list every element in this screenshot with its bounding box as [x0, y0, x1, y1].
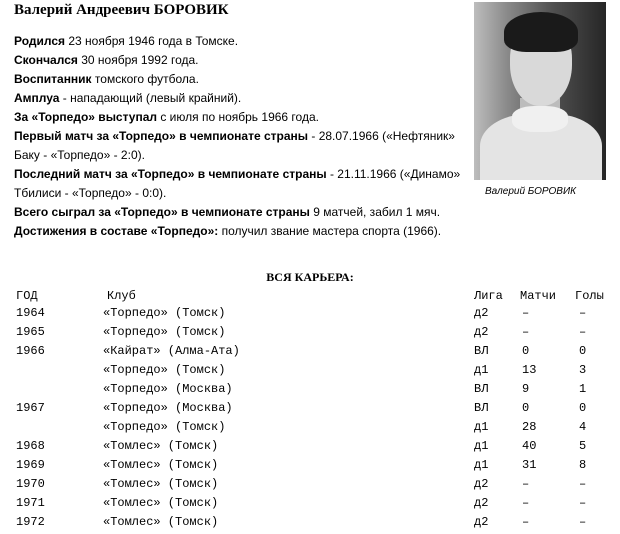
cell-club: «Томлес» (Томск)	[103, 496, 219, 510]
bio-position	[14, 89, 464, 108]
table-row	[0, 515, 620, 534]
table-row	[0, 420, 620, 439]
header-club: Клуб	[107, 289, 136, 303]
cell-year: 1967	[16, 401, 45, 415]
bio-label: Всего сыграл за «Торпедо» в чемпионате страны	[14, 205, 310, 219]
cell-year: 1964	[16, 306, 45, 320]
bio-text: получил звание мастера спорта (1966).	[218, 224, 442, 238]
table-row	[0, 401, 620, 420]
bio-last-match	[14, 165, 464, 203]
cell-club: «Томлес» (Томск)	[103, 477, 219, 491]
cell-matches: –	[522, 515, 530, 529]
bio-youth	[14, 70, 464, 89]
bio-label: Воспитанник	[14, 72, 92, 86]
cell-club: «Торпедо» (Томск)	[103, 306, 226, 320]
cell-year: 1970	[16, 477, 45, 491]
bio-text: 30 ноября 1992 года.	[77, 53, 199, 67]
career-table	[0, 306, 620, 534]
career-table-header	[0, 289, 620, 307]
cell-league: д1	[474, 420, 489, 434]
cell-matches: –	[522, 496, 530, 510]
bio-label: Последний матч за «Торпедо» в чемпионате страны	[14, 167, 327, 181]
cell-matches: 0	[522, 344, 530, 358]
table-row	[0, 439, 620, 458]
career-title: ВСЯ КАРЬЕРА:	[266, 270, 354, 284]
player-photo	[474, 2, 606, 180]
cell-matches: –	[522, 306, 530, 320]
table-row	[0, 458, 620, 477]
cell-league: д1	[474, 363, 489, 377]
table-row	[0, 382, 620, 401]
cell-goals: –	[579, 496, 587, 510]
bio-text: - 28.07.1966 («Нефтяник» Баку - «Торпедо» - 2:0).	[14, 129, 455, 162]
cell-matches: 40	[522, 439, 537, 453]
cell-club: «Томлес» (Томск)	[103, 458, 219, 472]
bio-label: Родился	[14, 34, 66, 48]
cell-league: д2	[474, 325, 489, 339]
cell-goals: 0	[579, 401, 587, 415]
photo-caption: Валерий БОРОВИК	[485, 186, 577, 197]
cell-league: ВЛ	[474, 382, 489, 396]
table-row	[0, 325, 620, 344]
cell-league: ВЛ	[474, 401, 489, 415]
cell-goals: –	[579, 477, 587, 491]
bio-death	[14, 51, 464, 70]
cell-goals: 0	[579, 344, 587, 358]
cell-goals: –	[579, 325, 587, 339]
bio-label: Достижения в составе «Торпедо»:	[14, 224, 219, 238]
cell-year: 1972	[16, 515, 45, 529]
cell-club: «Торпедо» (Москва)	[103, 401, 233, 415]
cell-goals: 4	[579, 420, 587, 434]
bio-text: 23 ноября 1946 года в Томске.	[65, 34, 239, 48]
cell-matches: –	[522, 477, 530, 491]
header-league: Лига	[474, 289, 503, 303]
cell-year: 1966	[16, 344, 45, 358]
bio-achievements	[14, 222, 464, 241]
table-row	[0, 363, 620, 382]
header-year: ГОД	[16, 289, 38, 303]
bio-birth	[14, 32, 464, 51]
cell-goals: 1	[579, 382, 587, 396]
cell-league: д2	[474, 306, 489, 320]
bio-text: - 21.11.1966 («Динамо» Тбилиси - «Торпедо» - 0:0).	[14, 167, 461, 200]
bio-text: томского футбола.	[91, 72, 199, 86]
cell-goals: 3	[579, 363, 587, 377]
table-row	[0, 344, 620, 363]
cell-league: д1	[474, 439, 489, 453]
header-matches: Матчи	[520, 289, 557, 303]
bio-label: Амплуа	[14, 91, 60, 105]
cell-matches: 13	[522, 363, 537, 377]
biography	[14, 32, 464, 241]
cell-goals: 5	[579, 439, 587, 453]
cell-league: д2	[474, 477, 489, 491]
cell-matches: 9	[522, 382, 530, 396]
bio-first-match	[14, 127, 464, 165]
cell-club: «Кайрат» (Алма-Ата)	[103, 344, 240, 358]
cell-matches: 0	[522, 401, 530, 415]
cell-league: д1	[474, 458, 489, 472]
bio-label: За «Торпедо» выступал	[14, 110, 158, 124]
cell-year: 1971	[16, 496, 45, 510]
bio-period	[14, 108, 464, 127]
cell-league: д2	[474, 496, 489, 510]
bio-label: Скончался	[14, 53, 78, 67]
cell-year: 1965	[16, 325, 45, 339]
cell-league: ВЛ	[474, 344, 489, 358]
table-row	[0, 306, 620, 325]
cell-club: «Торпедо» (Томск)	[103, 325, 226, 339]
bio-text: с июля по ноябрь 1966 года.	[157, 110, 319, 124]
cell-club: «Томлес» (Томск)	[103, 439, 219, 453]
cell-club: «Торпедо» (Томск)	[103, 420, 226, 434]
bio-text: - нападающий (левый крайний).	[59, 91, 242, 105]
cell-year: 1968	[16, 439, 45, 453]
bio-text: 9 матчей, забил 1 мяч.	[309, 205, 441, 219]
cell-club: «Томлес» (Томск)	[103, 515, 219, 529]
cell-league: д2	[474, 515, 489, 529]
cell-goals: –	[579, 306, 587, 320]
bio-label: Первый матч за «Торпедо» в чемпионате страны	[14, 129, 309, 143]
cell-year: 1969	[16, 458, 45, 472]
cell-club: «Торпедо» (Москва)	[103, 382, 233, 396]
cell-matches: –	[522, 325, 530, 339]
table-row	[0, 477, 620, 496]
bio-total	[14, 203, 464, 222]
cell-matches: 31	[522, 458, 537, 472]
header-goals: Голы	[575, 289, 604, 303]
table-row	[0, 496, 620, 515]
page-title: Валерий Андреевич БОРОВИК	[14, 2, 229, 18]
cell-club: «Торпедо» (Томск)	[103, 363, 226, 377]
cell-goals: 8	[579, 458, 587, 472]
cell-matches: 28	[522, 420, 537, 434]
cell-goals: –	[579, 515, 587, 529]
